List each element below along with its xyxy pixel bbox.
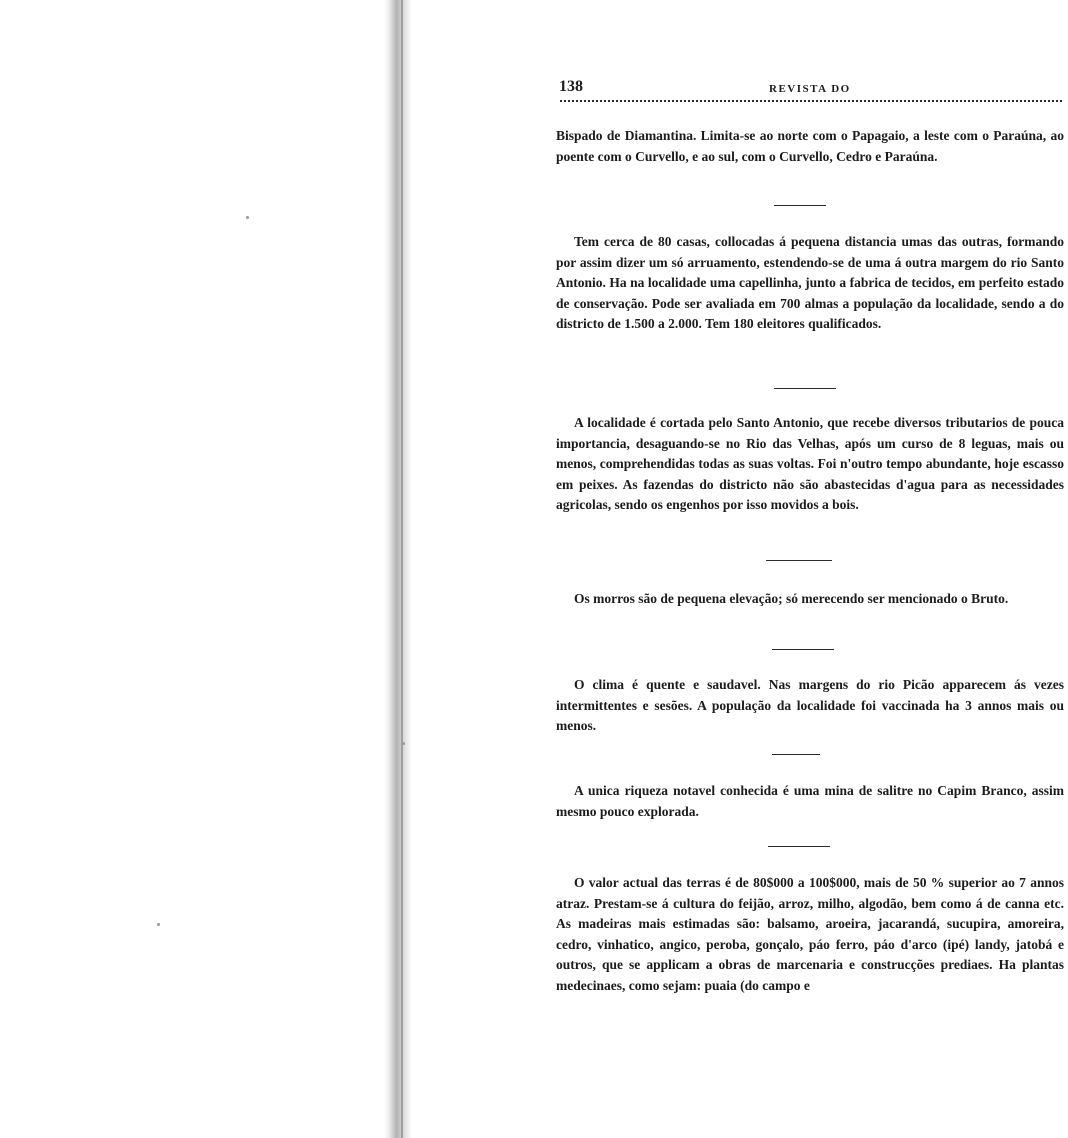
paper-speck — [402, 742, 405, 745]
paper-speck — [246, 216, 249, 219]
paragraph-terras: O valor actual das terras é de 80$000 a 100$000, mais de 50 % superior ao 7 annos atraz. Prestam-se á cultura do feijão, arroz, milho, algodão, bem como á de canna etc. As madeiras mais estimadas são: balsamo, aroeira, jacarandá, sucupira, amoreira, cedro, vinhatico, angico, peroba, gonçalo, páo ferro, páo d'arco (ipé) landy, jatobá e outros, que se applicam a obras de marcenaria e construcções prediaes. Ha plantas medecinaes, como sejam: puaia (do campo e — [556, 875, 1064, 993]
section-separator — [774, 205, 826, 206]
book-gutter-line — [401, 0, 403, 1138]
page-header — [557, 76, 1063, 106]
paragraph-localidade: A localidade é cortada pelo Santo Antonio, que recebe diversos tributarios de pouca importancia, desaguando-se no Rio das Velhas, após um curso de 8 leguas, mais ou menos, comprehendidas todas as suas voltas. Foi n'outro tempo abundante, hoje escasso em peixes. As fazendas do districto não são abastecidas d'agua para as necessidades agricolas, sendo os engenhos por isso movidos a bois. — [556, 415, 1064, 512]
paragraph-clima: O clima é quente e saudavel. Nas margens do rio Picão apparecem ás vezes intermittentes e sesões. A população da localidade foi vaccinada ha 3 annos mais ou menos. — [556, 677, 1064, 733]
header-rule — [560, 100, 1062, 102]
running-title: REVISTA DO — [769, 83, 851, 95]
section-separator — [774, 388, 836, 389]
paragraph-riqueza: A unica riqueza notavel conhecida é uma mina de salitre no Capim Branco, assim mesmo pouco explorada. — [556, 783, 1064, 819]
section-separator — [772, 754, 820, 755]
book-spine-shadow — [384, 0, 412, 1138]
paragraph-casas: Tem cerca de 80 casas, collocadas á pequena distancia umas das outras, formando por assim dizer um só arruamento, estendendo-se de uma á outra margem do rio Santo Antonio. Ha na localidade uma capellinha, junto a fabrica de tecidos, em perfeito estado de conservação. Pode ser avaliada em 700 almas a população da localidade, sendo a do districto de 1.500 a 2.000. Tem 180 eleitores qualificados. — [556, 234, 1064, 331]
page-number: 138 — [559, 78, 583, 95]
section-separator — [766, 560, 832, 561]
paragraph-morros: Os morros são de pequena elevação; só merecendo ser mencionado o Bruto. — [574, 591, 1009, 606]
section-separator — [768, 846, 830, 847]
paragraph-bispado: Bispado de Diamantina. Limita-se ao norte com o Papagaio, a leste com o Paraúna, ao poente com o Curvello, e ao sul, com o Curvello, Cedro e Paraúna. — [556, 128, 1064, 164]
paper-speck — [157, 923, 160, 926]
section-separator — [772, 649, 834, 650]
